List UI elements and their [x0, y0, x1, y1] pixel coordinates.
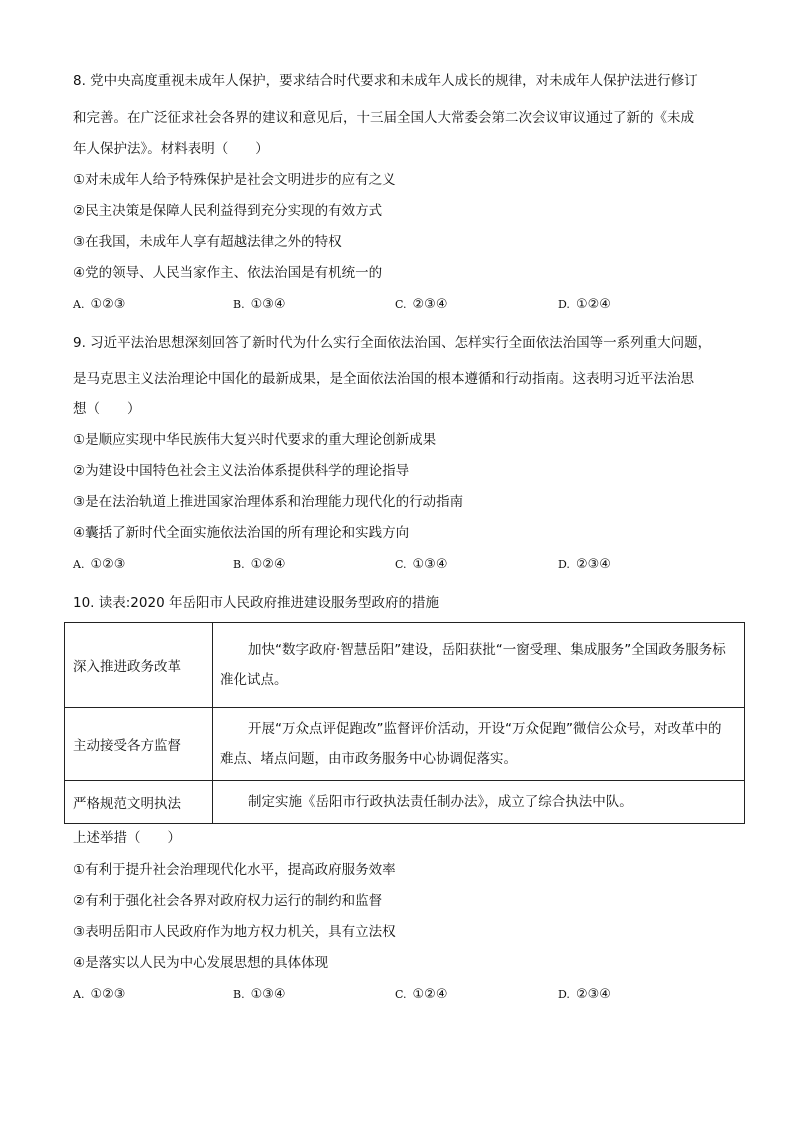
table-description-cell [213, 708, 745, 781]
q8-stem-line-1: 8. 党中央高度重视未成年人保护，要求结合时代要求和未成年人成长的规律，对未成年人保护法进行修订 [73, 73, 698, 89]
q9-statement-3: ③是在法治轨道上推进国家治理体系和治理能力现代化的行动指南 [73, 494, 464, 510]
measures-table [64, 622, 745, 824]
q10-option-a[interactable] [73, 986, 125, 1004]
q9-statement-2: ②为建设中国特色社会主义法治体系提供科学的理论指导 [73, 463, 410, 479]
option-value: ①②④ [575, 297, 611, 312]
q8-statement-3: ③在我国，未成年人享有超越法律之外的特权 [73, 234, 342, 250]
q9-options [73, 556, 753, 574]
option-value: ①②④ [250, 557, 286, 572]
option-letter: B. [233, 558, 245, 571]
q9-option-b[interactable] [233, 556, 286, 574]
q10-stem: 上述举措（ ） [73, 830, 181, 846]
q10-statement-2: ②有利于强化社会各界对政府权力运行的制约和监督 [73, 893, 383, 909]
table-row [65, 623, 745, 708]
option-letter: C. [395, 988, 407, 1001]
q10-option-c[interactable] [395, 986, 448, 1004]
table-category-cell: 严格规范文明执法 [65, 781, 213, 824]
q10-statement-3: ③表明岳阳市人民政府作为地方权力机关，具有立法权 [73, 924, 396, 940]
table-description-text: 制定实施《岳阳市行政执法责任制办法》，成立了综合执法中队。 [248, 794, 633, 810]
option-letter: D. [558, 988, 570, 1001]
option-letter: A. [73, 298, 85, 311]
q9-option-a[interactable] [73, 556, 125, 574]
q10-intro: 10. 读表:2020 年岳阳市人民政府推进建设服务型政府的措施 [73, 595, 439, 611]
table-category-cell: 主动接受各方监督 [65, 708, 213, 781]
option-value: ②③④ [412, 297, 448, 312]
option-value: ①②③ [90, 557, 126, 572]
q8-option-b[interactable] [233, 296, 286, 314]
option-letter: D. [558, 298, 570, 311]
q8-stem-line-3: 年人保护法》。材料表明（ ） [73, 141, 269, 157]
q8-statement-1: ①对未成年人给予特殊保护是社会文明进步的应有之义 [73, 172, 396, 188]
q9-stem-line-1: 9. 习近平法治思想深刻回答了新时代为什么实行全面依法治国、怎样实行全面依法治国等一系列重大问题， [73, 335, 712, 351]
option-letter: A. [73, 988, 85, 1001]
q10-statement-4: ④是落实以人民为中心发展思想的具体体现 [73, 955, 329, 971]
option-letter: C. [395, 298, 407, 311]
option-value: ①②④ [412, 987, 448, 1002]
table-category-cell: 深入推进政务改革 [65, 623, 213, 708]
option-letter: B. [233, 988, 245, 1001]
q8-options [73, 296, 753, 314]
option-value: ①③④ [412, 557, 448, 572]
q9-stem-line-2: 是马克思主义法治理论中国化的最新成果，是全面依法治国的根本遵循和行动指南。这表明习近平法治思 [73, 371, 694, 387]
option-value: ②③④ [575, 987, 611, 1002]
q9-option-c[interactable] [395, 556, 448, 574]
table-description-text: 开展“万众点评促跑改”监督评价活动，开设“万众促跑”微信公众号，对改革中的难点、堵点问题，由市政务服务中心协调促落实。 [220, 721, 722, 767]
table-row [65, 781, 745, 824]
option-letter: D. [558, 558, 570, 571]
option-value: ①③④ [250, 987, 286, 1002]
q9-option-d[interactable] [558, 556, 611, 574]
q10-option-b[interactable] [233, 986, 286, 1004]
q9-statement-4: ④囊括了新时代全面实施依法治国的所有理论和实践方向 [73, 525, 410, 541]
option-value: ①②③ [90, 297, 126, 312]
option-value: ①②③ [90, 987, 126, 1002]
q8-option-c[interactable] [395, 296, 448, 314]
q8-option-a[interactable] [73, 296, 125, 314]
table-description-cell [213, 781, 745, 824]
option-letter: B. [233, 298, 245, 311]
option-value: ②③④ [575, 557, 611, 572]
q10-option-d[interactable] [558, 986, 611, 1004]
q10-options [73, 986, 753, 1004]
q9-stem-line-3: 想（ ） [73, 401, 141, 417]
table-row [65, 708, 745, 781]
q9-statement-1: ①是顺应实现中华民族伟大复兴时代要求的重大理论创新成果 [73, 432, 437, 448]
option-value: ①③④ [250, 297, 286, 312]
option-letter: A. [73, 558, 85, 571]
q10-statement-1: ①有利于提升社会治理现代化水平，提高政府服务效率 [73, 862, 396, 878]
q8-option-d[interactable] [558, 296, 611, 314]
q8-statement-4: ④党的领导、人民当家作主、依法治国是有机统一的 [73, 265, 383, 281]
table-description-text: 加快“数字政府·智慧岳阳”建设，岳阳获批“一窗受理、集成服务”全国政务服务标准化试点。 [220, 642, 726, 688]
table-description-cell [213, 623, 745, 708]
q8-stem-line-2: 和完善。在广泛征求社会各界的建议和意见后，十三届全国人大常委会第二次会议审议通过了新的《未成 [73, 110, 694, 126]
option-letter: C. [395, 558, 407, 571]
q8-statement-2: ②民主决策是保障人民利益得到充分实现的有效方式 [73, 203, 383, 219]
